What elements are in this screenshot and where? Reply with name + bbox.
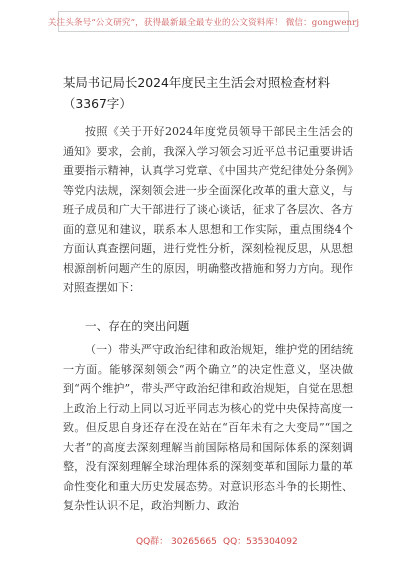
- footer-qq-number: QQ：535304092: [223, 537, 298, 547]
- document-title: 某局书记局长2024年度民主生活会对照检查材料（3367字）: [63, 75, 330, 111]
- section-paragraph: （一）带头严守政治纪律和政治规矩，维护党的团结统一方面。能够深刻领会“两个确立”的决定性意义，坚决做到“两个维护”，带头严守政治纪律和政治规矩，自觉在思想上政治上行动上同以习近平同志为核心的党中央保持高度一致。但反思自身还存在没在站在“百年未有之大变局”“国之大者”的高度去深刻理解当前国际格局和国际体系的深刻调整，没有深刻理解全球治理体系的深刻变革和国际力量的革命性变化和重大历史发展态势。对意识形态斗争的长期性、复杂性认识不足，政治判断力、政治: [63, 343, 353, 512]
- footer-contact: [0, 534, 408, 552]
- intro-paragraph: 按照《关于开好2024年度党员领导干部民主生活会的通知》要求，会前，我深入学习领会习近平总书记重要讲话重要指示精神，认真学习党章、《中国共产党纪律处分条例》等党内法规，深刻领会进一步全面深化改革的重大意义，与班子成员和广大干部进行了谈心谈话，征求了各层次、各方面的意见和建议，联系本人思想和工作实际，重点围绕4个方面认真查摆问题，进行党性分析，深刻检视反思，从思想根源剖析问题产生的原因，明确整改措施和努力方向。现作对照查摆如下：: [63, 125, 353, 294]
- footer-qq-group: QQ群： 30265665: [136, 537, 217, 547]
- header-banner: [47, 11, 360, 32]
- section-heading: 一、存在的突出问题: [85, 319, 190, 333]
- banner-text: 关注头条号“公文研究”，获得最新最全最专业的公文资料库！ 微信：gongwenrj: [47, 17, 360, 28]
